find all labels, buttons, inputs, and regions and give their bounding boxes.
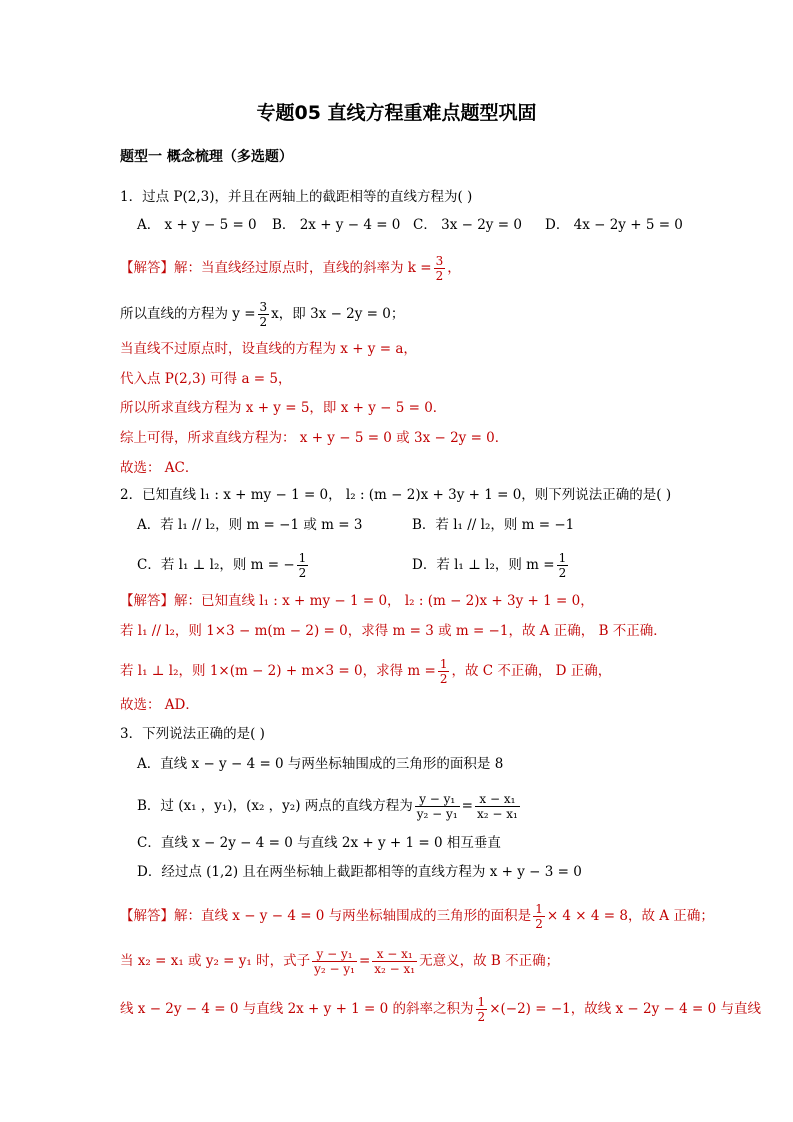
section-heading: 题型一 概念梳理（多选题） xyxy=(120,149,293,165)
fraction: $\frac{1}{2}$ xyxy=(535,902,543,931)
q3-answer-line3: 线 x − 2y − 4 = 0 与直线 2x + y + 1 = 0 的斜率之积为 $\frac{1}{2}$ ×(−2) = −1，故线 x − 2y − 4 = 0 与直线 xyxy=(120,995,762,1024)
fraction: $\frac{1}{2}$ xyxy=(558,551,567,580)
q1-answer-line1: 【解答】解：当直线经过原点时，直线的斜率为 k = $\frac{3}{2}$ ， xyxy=(120,254,461,283)
fraction: $\frac{3}{2}$ xyxy=(259,300,268,329)
fraction: $\frac{3}{2}$ xyxy=(435,254,444,283)
fraction: $\frac{\text{y − y₁}}{\text{y₂ − y₁}}$ xyxy=(416,792,458,821)
q3-answer-line1: 【解答】解：直线 x − y − 4 = 0 与两坐标轴围成的三角形的面积是 $\frac{1}{2}$ × 4 × 4 = 8，故 A 正确； xyxy=(120,902,714,931)
fraction: $\frac{1}{2}$ xyxy=(477,995,486,1024)
q1-answer-line5: 所以所求直线方程为 x + y = 5，即 x + y − 5 = 0． xyxy=(120,400,447,416)
q3-answer-line2: 当 x₂ = x₁ 或 y₂ = y₁ 时，式子 $\frac{\text{y − y₁}}{\text{y₂ − y₁}}$ = $\frac{\text{x − x₁}}{\text{x₂ − x₁}}$ 无意义，故 B 不正确； xyxy=(120,947,560,976)
q1-stem: 1．过点 P(2,3)，并且在两轴上的截距相等的直线方程为( ) xyxy=(120,189,473,205)
q3-option-c: C．直线 x − 2y − 4 = 0 与直线 2x + y + 1 = 0 相互垂直 xyxy=(137,835,501,851)
q2-option-d: D．若 l₁ ⊥ l₂，则 m = $\frac{1}{2}$ xyxy=(412,551,567,580)
q1-option-c: C． 3x − 2y = 0 xyxy=(413,217,522,233)
q1-answer-line3: 当直线不过原点时，设直线的方程为 x + y = a， xyxy=(120,341,417,357)
q1-option-a: A． x + y − 5 = 0 xyxy=(137,217,257,233)
q2-answer-line3: 若 l₁ ⊥ l₂，则 1×(m − 2) + m×3 = 0，求得 m = $\frac{1}{2}$ ，故 C 不正确， D 正确， xyxy=(120,657,612,686)
q2-answer-line1: 【解答】解：已知直线 l₁ : x + my − 1 = 0， l₂ : (m − 2)x + 3y + 1 = 0， xyxy=(120,593,594,609)
fraction: $\frac{\text{y − y₁}}{\text{y₂ − y₁}}$ xyxy=(314,947,355,976)
q1-option-d: D． 4x − 2y + 5 = 0 xyxy=(545,217,683,233)
q3-option-d: D．经过点 (1,2) 且在两坐标轴上截距都相等的直线方程为 x + y − 3 = 0 xyxy=(137,864,582,880)
q3-option-a: A．直线 x − y − 4 = 0 与两坐标轴围成的三角形的面积是 8 xyxy=(137,756,504,772)
fraction: $\frac{1}{2}$ xyxy=(439,657,448,686)
q1-answer-line2: 所以直线的方程为 y = $\frac{3}{2}$ x，即 3x − 2y = 0； xyxy=(120,300,405,329)
q2-option-a: A．若 l₁ // l₂，则 m = −1 或 m = 3 xyxy=(137,517,363,533)
q3-option-b: B．过 (x₁ ，y₁)，(x₂ ，y₂) 两点的直线方程为 $\frac{\text{y − y₁}}{\text{y₂ − y₁}}$ = $\frac{\text{x − x₁}}{\text{x₂ − x₁}}$ xyxy=(137,792,518,821)
fraction: $\frac{\text{x − x₁}}{\text{x₂ − x₁}}$ xyxy=(476,792,518,821)
q1-answer-line6: 综上可得，所求直线方程为： x + y − 5 = 0 或 3x − 2y = 0． xyxy=(120,430,509,446)
q1-answer-line4: 代入点 P(2,3) 可得 a = 5， xyxy=(120,371,292,387)
page-title: 专题05 直线方程重难点题型巩固 xyxy=(256,102,537,124)
q2-stem: 2．已知直线 l₁ : x + my − 1 = 0， l₂ : (m − 2)x + 3y + 1 = 0，则下列说法正确的是( ) xyxy=(120,487,672,503)
q1-answer-line7: 故选： AC． xyxy=(120,460,199,476)
fraction: $\frac{\text{x − x₁}}{\text{x₂ − x₁}}$ xyxy=(374,947,416,976)
q3-stem: 3．下列说法正确的是( ) xyxy=(120,726,265,742)
q2-option-b: B．若 l₁ // l₂，则 m = −1 xyxy=(412,517,575,533)
q2-answer-line2: 若 l₁ // l₂，则 1×3 − m(m − 2) = 0，求得 m = 3 或 m = −1，故 A 正确， B 不正确． xyxy=(120,623,667,639)
q2-answer-line4: 故选： AD． xyxy=(120,697,199,713)
q2-option-c: C．若 l₁ ⊥ l₂，则 m = − $\frac{1}{2}$ xyxy=(137,551,307,580)
q1-option-b: B． 2x + y − 4 = 0 xyxy=(272,217,401,233)
fraction: $\frac{1}{2}$ xyxy=(298,551,307,580)
